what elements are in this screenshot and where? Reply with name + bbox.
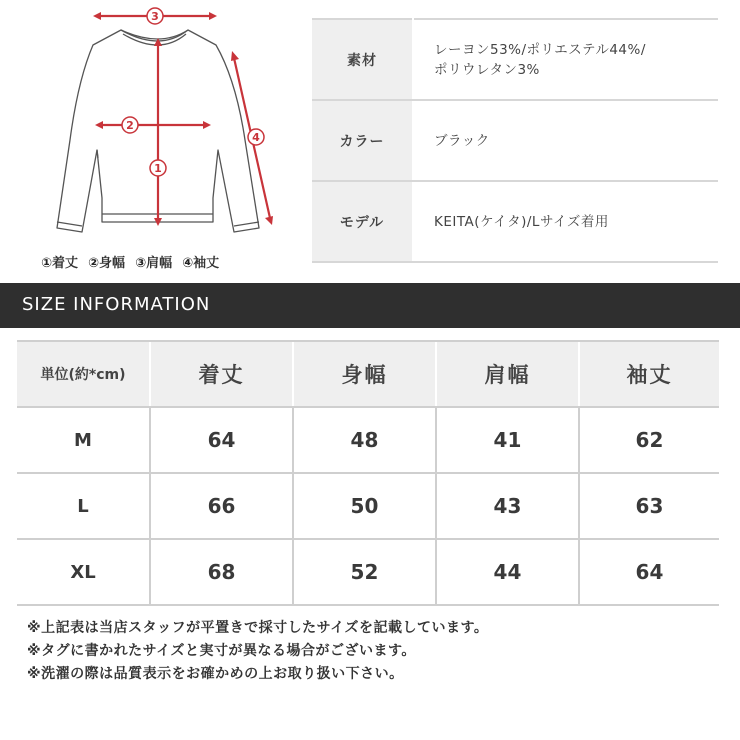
- legend-item-sleeve: [182, 252, 219, 271]
- unit-label: 単位(約*cm): [17, 341, 150, 407]
- table-cell: 52: [293, 539, 436, 605]
- legend-num: ②: [88, 256, 100, 271]
- size-label: M: [17, 407, 150, 473]
- note-line: ※タグに書かれたサイズと実寸が異なる場合がございます。: [27, 643, 416, 659]
- table-row: [17, 473, 719, 539]
- spec-value: [413, 19, 718, 100]
- column-header: 身幅: [293, 341, 436, 407]
- table-cell: 41: [436, 407, 579, 473]
- spec-value: [413, 181, 718, 262]
- table-cell: 63: [579, 473, 719, 539]
- banner-title: SIZE INFORMATION: [22, 294, 211, 315]
- legend-num: ①: [41, 256, 53, 271]
- size-table: [17, 340, 719, 606]
- table-row: [17, 407, 719, 473]
- spec-key: カラー: [312, 100, 413, 181]
- table-cell: 50: [293, 473, 436, 539]
- marker-1: 1: [154, 162, 162, 175]
- marker-3: 3: [151, 10, 159, 23]
- legend-label: 袖丈: [193, 256, 220, 271]
- table-cell: 44: [436, 539, 579, 605]
- table-cell: 62: [579, 407, 719, 473]
- note-line: ※洗濯の際は品質表示をお確かめの上お取り扱い下さい。: [27, 666, 404, 682]
- spec-table: [312, 18, 718, 263]
- garment-diagram: [0, 0, 300, 280]
- marker-2: 2: [126, 119, 134, 132]
- column-header: 着丈: [150, 341, 293, 407]
- legend-num: ③: [135, 256, 147, 271]
- legend-item-width: [88, 252, 125, 271]
- column-header: 肩幅: [436, 341, 579, 407]
- table-cell: 43: [436, 473, 579, 539]
- table-cell: 66: [150, 473, 293, 539]
- size-label: L: [17, 473, 150, 539]
- marker-4: 4: [252, 131, 260, 144]
- legend-item-length: [41, 252, 78, 271]
- legend-item-shoulder: [135, 252, 172, 271]
- spec-key: モデル: [312, 181, 413, 262]
- table-cell: 64: [150, 407, 293, 473]
- legend-label: 肩幅: [146, 256, 173, 271]
- spec-row-color: [312, 100, 718, 181]
- legend-num: ④: [182, 256, 194, 271]
- size-table-header: [17, 341, 719, 407]
- legend-label: 身幅: [99, 256, 126, 271]
- column-header: 袖丈: [579, 341, 719, 407]
- spec-row-material: [312, 19, 718, 100]
- note-line: ※上記表は当店スタッフが平置きで採寸したサイズを記載しています。: [27, 620, 489, 636]
- table-row: [17, 539, 719, 605]
- spec-value-line: KEITA(ケイタ)/Lサイズ着用: [434, 213, 609, 230]
- notes: [27, 617, 488, 686]
- legend-label: 着丈: [52, 256, 79, 271]
- table-cell: 68: [150, 539, 293, 605]
- table-cell: 48: [293, 407, 436, 473]
- spec-value-line: ブラック: [434, 132, 490, 149]
- spec-value-line: レーヨン53%/ポリエステル44%/: [434, 41, 646, 58]
- spec-value: [413, 100, 718, 181]
- spec-key: 素材: [312, 19, 413, 100]
- table-cell: 64: [579, 539, 719, 605]
- spec-value-line: ポリウレタン3%: [434, 61, 540, 78]
- spec-row-model: [312, 181, 718, 262]
- measurement-legend: [41, 252, 219, 271]
- size-label: XL: [17, 539, 150, 605]
- size-information-banner: [0, 283, 740, 328]
- sweater-outline: [0, 0, 300, 280]
